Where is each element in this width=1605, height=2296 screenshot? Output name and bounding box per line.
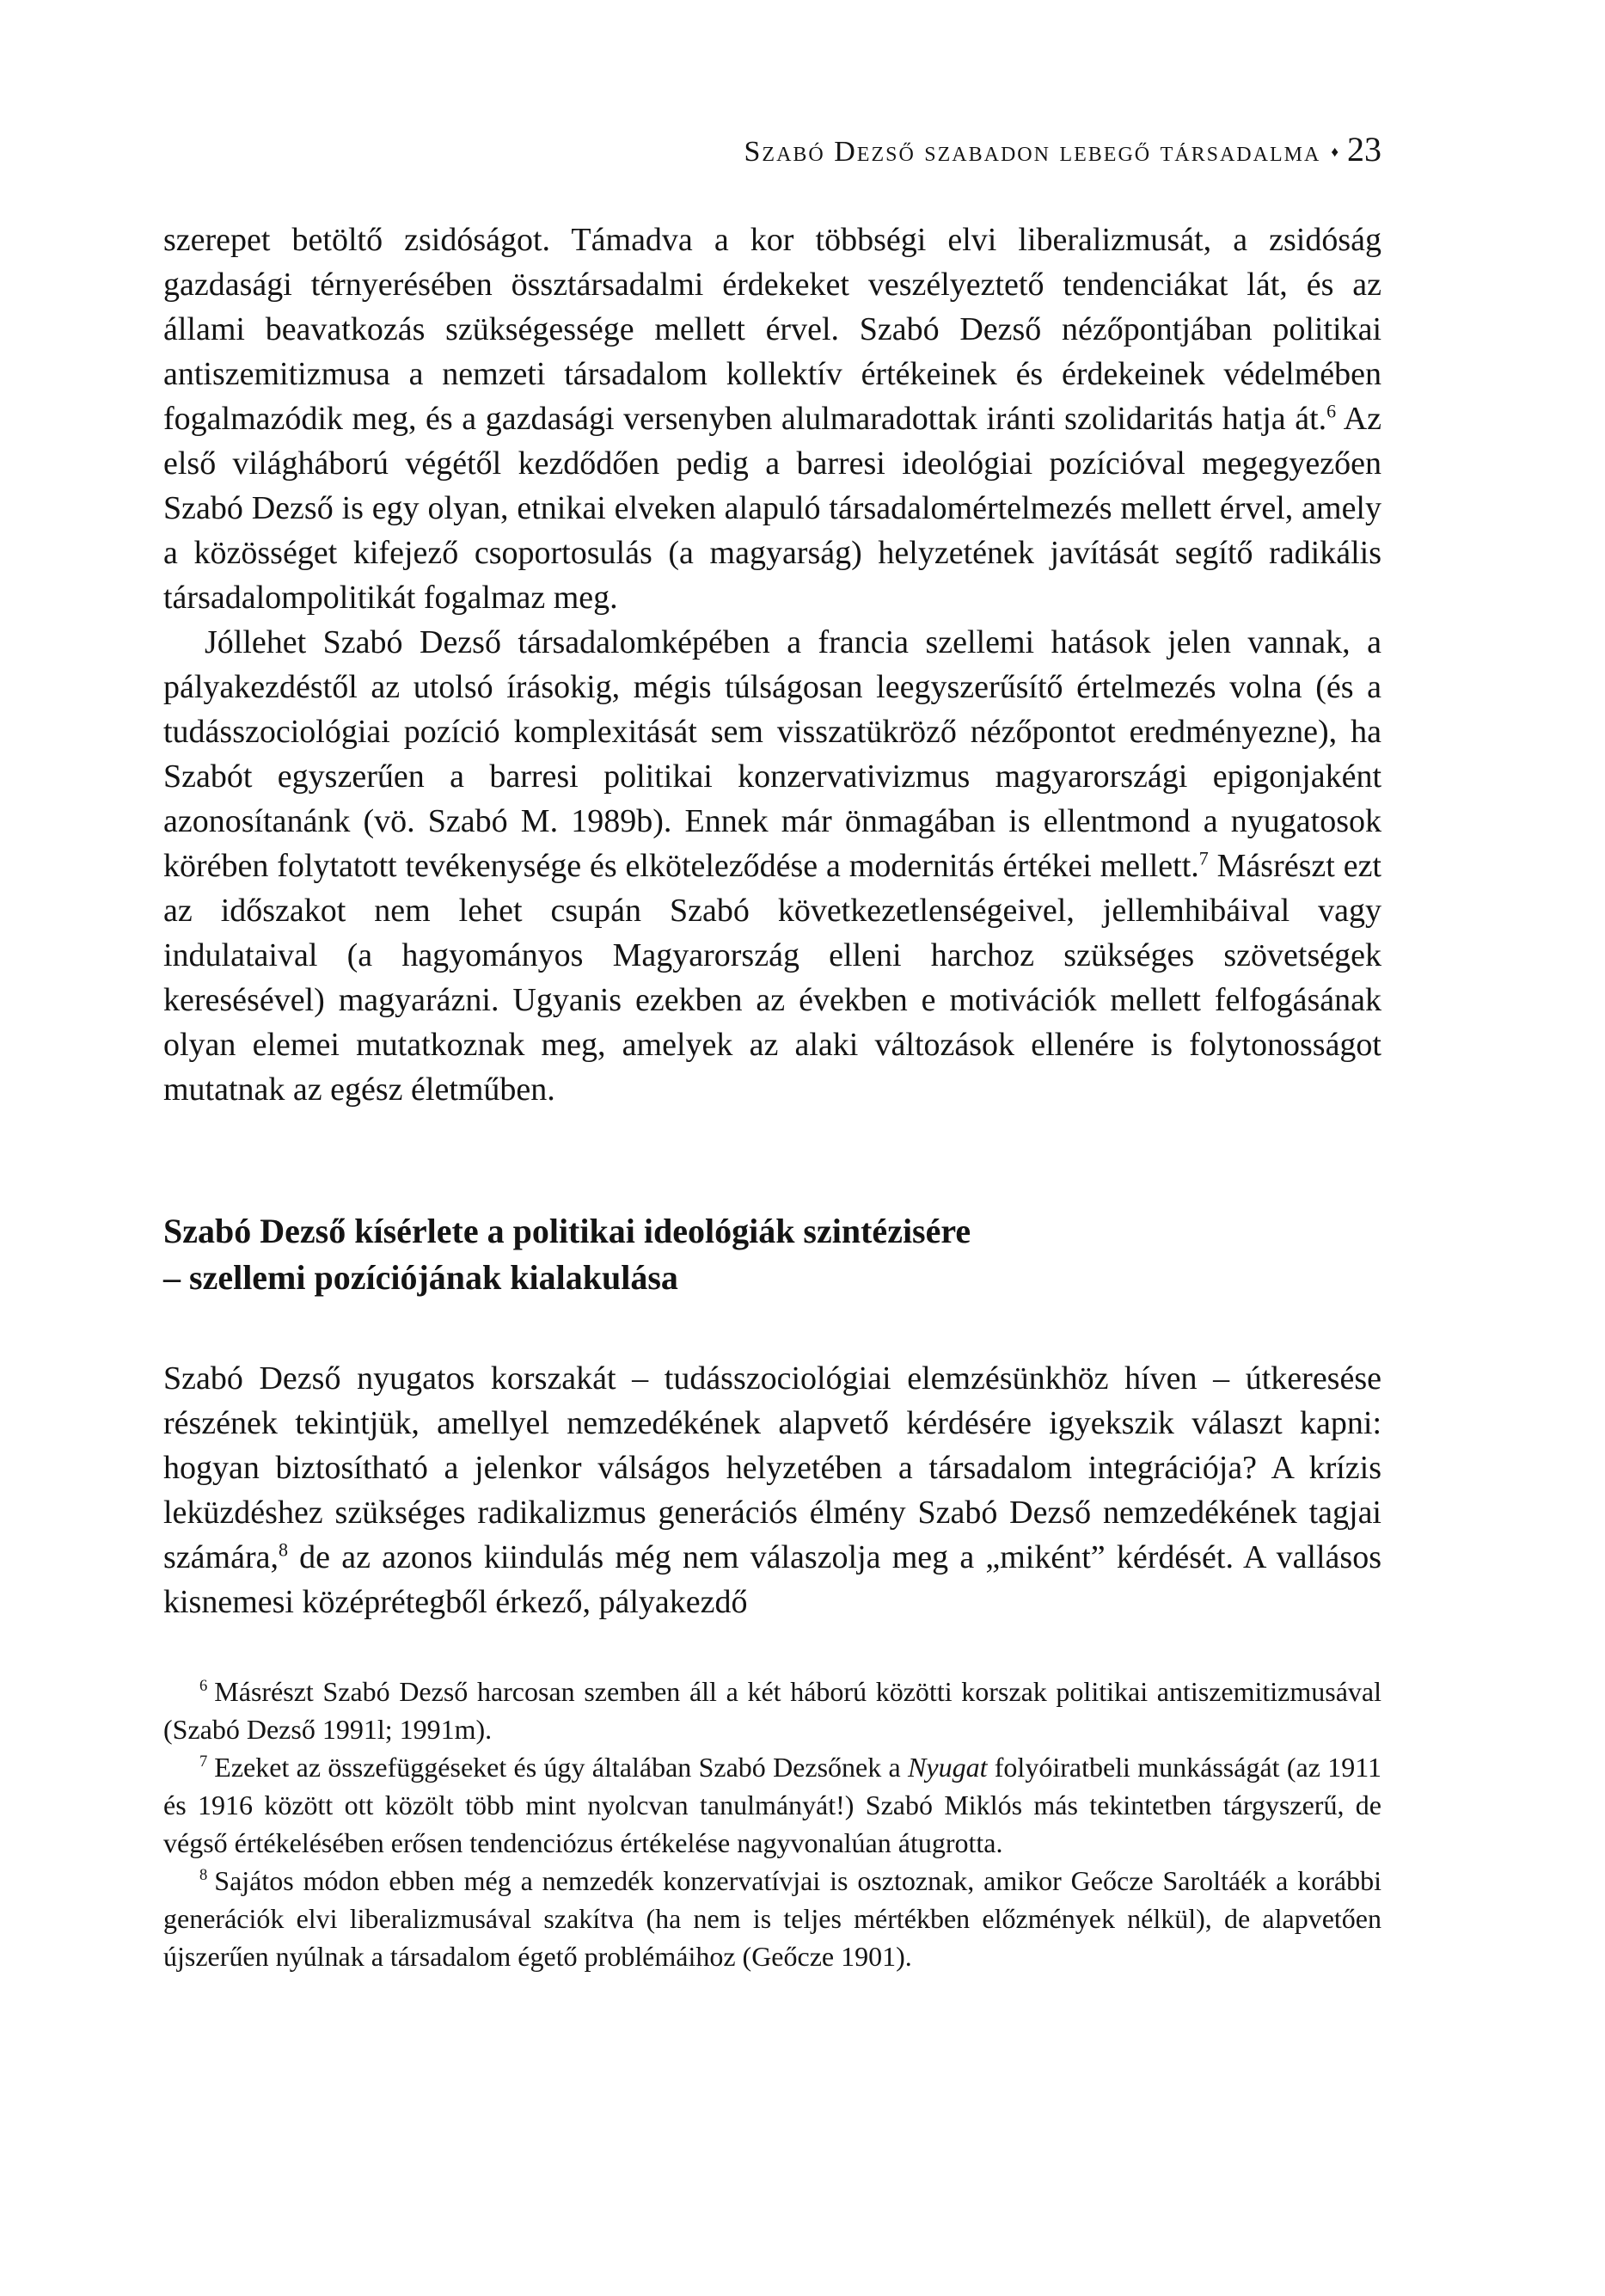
footnote-6-text: Másrészt Szabó Dezső harcosan szemben áll a két háború közötti korszak politikai antiszemitizmusával (Szabó Dezső 1991l; 1991m). (163, 1676, 1381, 1745)
body-paragraph-2 (163, 620, 1381, 1112)
footnote-7-marker: 7 (199, 1753, 208, 1771)
section-heading (163, 1208, 1381, 1301)
footnote-8-text: Sajátos módon ebben még a nemzedék konzervatívjai is osztoznak, amikor Geőcze Saroltáék a korábbi generációk elvi liberalizmusával szakítva (ha nem is teljes mértékben előzmények nélkül), de alapvetően újszerűen nyúlnak a társadalom égető problémáihoz (Geőcze 1901). (163, 1865, 1381, 1972)
paragraph-1-text-after-note: Az első világháború végétől kezdődően pedig a barresi ideológiai pozícióval megegyezően Szabó Dezső is egy olyan, etnikai elveken alapuló társadalomértelmezés mellett érvel, amely a közösséget kifejező csoportosulás (a magyarság) helyzetének javítását segítő radikális társadalompolitikát fogalmaz meg. (163, 401, 1382, 616)
footnote-reference-8: 8 (278, 1538, 288, 1561)
footnote-8 (163, 1862, 1381, 1975)
footnote-6-marker: 6 (199, 1677, 208, 1696)
body-paragraph-1 (163, 218, 1381, 620)
section-heading-line-1: Szabó Dezső kísérlete a politikai ideológiák szintézisére (163, 1212, 971, 1250)
diamond-separator-icon: ♦ (1331, 144, 1339, 161)
footnote-reference-6: 6 (1326, 400, 1337, 422)
body-paragraph-3 (163, 1356, 1381, 1624)
paragraph-1-text-before-note: szerepet betöltő zsidóságot. Támadva a kor többségi elvi liberalizmusát, a zsidóság gazdasági térnyerésében össztársadalmi érdekeket veszélyeztető tendenciákat lát, és az állami beavatkozás szükségessége mellett érvel. Szabó Dezső nézőpontjában politikai antiszemitizmusa a nemzeti társadalom kollektív értékeinek és érdekeinek védelmében fogalmazódik meg, és a gazdasági versenyben alulmaradottak iránti szolidaritás hatja át. (163, 222, 1381, 437)
footnote-7-text-after-italic: folyóiratbeli munkásságát (az 1911 és 1916 között ott közölt több mint nyolcvan tanulmányát!) Szabó Miklós más tekintetben tárgyszerű, de végső értékelésében erősen tendenciózus értékelése nagyvonalúan átugrotta. (163, 1752, 1382, 1858)
page-body (163, 218, 1381, 1624)
footnote-8-marker: 8 (199, 1866, 208, 1885)
paragraph-2-text-after-note: Másrészt ezt az időszakot nem lehet csupán Szabó következetlenségeivel, jellemhibáival vagy indulataival (a hagyományos Magyarország elleni harchoz szükséges szövetségek keresésével) magyarázni. Ugyanis ezekben az években e motivációk mellett felfogásának olyan elemei mutatkoznak meg, amelyek az alaki változások ellenére is folytonosságot mutatnak az egész életműben. (163, 848, 1381, 1108)
paragraph-3-text-after-note: de az azonos kiindulás még nem válaszolja meg a „miként” kérdését. A vallásos kisnemesi középrétegből érkező, pályakezdő (163, 1539, 1381, 1620)
paragraph-2-text-before-note: Jóllehet Szabó Dezső társadalomképében a francia szellemi hatások jelen vannak, a pályakezdéstől az utolsó írásokig, mégis túlságosan leegyszerűsítő értelmezés volna (és a tudásszociológiai pozíció komplexitását sem visszatükröző nézőpontot eredményezne), ha Szabót egyszerűen a barresi politikai konzervativizmus magyarországi epigonjaként azonosítanánk (vö. Szabó M. 1989b). Ennek már önmagában is ellentmond a nyugatosok körében folytatott tevékenysége és elköteleződése a modernitás értékei mellett. (163, 624, 1381, 884)
section-heading-line-2: – szellemi pozíciójának kialakulása (163, 1258, 678, 1297)
footnote-7-text-before-italic: Ezeket az összefüggéseket és úgy általában Szabó Dezsőnek a (214, 1752, 909, 1783)
page-number: 23 (1347, 130, 1381, 169)
footnotes-section (163, 1673, 1381, 1975)
paragraph-3-text-before-note: Szabó Dezső nyugatos korszakát – tudásszociológiai elemzésünkhöz híven – útkeresése részének tekintjük, amellyel nemzedékének alapvető kérdésére igyekszik választ kapni: hogyan biztosítható a jelenkor válságos helyzetében a társadalom integrációja? A krízis leküzdéshez szükséges radikalizmus generációs élmény Szabó Dezső nemzedékének tagjai számára, (163, 1360, 1381, 1575)
footnote-reference-7: 7 (1198, 847, 1209, 869)
running-title: Szabó Dezső szabadon lebegő társadalma (744, 136, 1321, 168)
footnote-7-journal-title: Nyugat (908, 1752, 988, 1783)
footnote-7 (163, 1748, 1381, 1862)
running-header (163, 129, 1381, 169)
footnote-6 (163, 1673, 1381, 1748)
